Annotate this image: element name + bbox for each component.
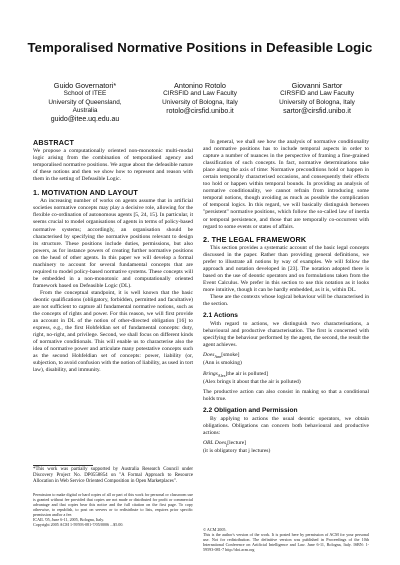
author-rotolo <box>145 82 255 116</box>
section-2-paragraph: This section provides a systematic account of the basic legal concepts discussed in the paper. Rather than providing general definitions, we prefer to illustrate all notions by way of examples. We will follow the approach and notation developed in [23]. The notation adopted there is based on the use of deontic operators and on formulations taken from the Event Calculus. We prefer in this section to use this notation as it looks more intuitive, though it can be hardly embedded, as it is, within DL. <box>203 244 369 293</box>
formula-operator: Brings <box>203 370 218 377</box>
right-paragraph: In general, we shall see how the analysis of normative conditionality and normative positions has to include temporal aspects in order to capture a number of nuances in the perspective of framing a fine-grained classification of such concepts. In fact, normative determinations take place along the axis of time: Normative preconditions hold or happen in certain temporally characterised occasions, and consequently their effects too hold or happen within temporal bounds. In providing an analysis of normative conditionality, we cannot refrain from introducing some temporal notions, though avoiding as much as possible the complication of temporal logics. In this regard, we will basically distinguish between "persistent" normative positions, which follow the so-called law of inertia or temporal persistence, and those that are temporally co-occurrent with regard to some events or states of affairs. <box>203 139 369 230</box>
version-notice <box>203 527 369 552</box>
formula-subscript: Alex <box>217 372 226 378</box>
author-affiliation: University of Bologna, Italy <box>279 98 355 106</box>
author-affiliation: University of Queensland, <box>48 98 122 106</box>
section-2-1-paragraph: With regard to actions, we distinguish two characterisations, a behavioural and productive characterisation. The first is concerned with specifying the behaviour performed by the agent, the second, the result the agent achieves. <box>203 321 369 349</box>
formula-operator: Does <box>203 352 215 359</box>
formula-gloss: (Alex brings it about that the air is polluted) <box>203 378 301 385</box>
author-block <box>0 82 400 122</box>
acm-copyright: © ACM 2005. <box>203 527 227 532</box>
paper-title: Temporalised Normative Positions in Defeasible Logic <box>27 40 373 55</box>
section-2-1-paragraph: The productive action can also consist in making so that a conditional holds true. <box>203 388 369 402</box>
formula-subscript: Ann <box>214 354 222 360</box>
formula-operator: OBL Does <box>203 440 227 446</box>
formula-gloss: (Ann is smoking) <box>203 360 242 367</box>
left-column <box>33 139 193 375</box>
version-note: This is the author's version of the work. It is posted here by permission of ACM for your personal use. Not for redistribution. The definitive version was published in Proceedings of the 10th International Conference on Artificial Intelligence and Law. June 6-11, Bologna, Italy. ISBN: 1-59593-081-7 http://doi.acm.org <box>203 532 369 552</box>
formula-argument: [lecture] <box>227 440 247 446</box>
author-email[interactable]: rotolo@cirsfid.unibo.it <box>166 107 234 115</box>
section-1-heading: 1. MOTIVATION AND LAYOUT <box>33 188 139 198</box>
author-affiliation: CIRSFID and Law Faculty <box>163 90 237 98</box>
author-affiliation: CIRSFID and Law Faculty <box>280 90 354 98</box>
formula-gloss: (it is obligatory that j lectures) <box>203 448 271 455</box>
formula-argument: [the air is polluted] <box>225 370 268 377</box>
author-email[interactable]: sartor@cirsfid.unibo.it <box>283 107 351 115</box>
author-governatori <box>30 82 140 124</box>
formula-obl <box>203 440 369 455</box>
section-2-paragraph: These are the contexts whose logical behaviour will be characterised in the section. <box>203 293 369 308</box>
author-email[interactable]: guido@itee.uq.edu.au <box>50 116 120 124</box>
abstract-heading: ABSTRACT <box>33 138 75 147</box>
section-1-paragraph: An increasing number of works on agents assume that in artificial societies normative concepts may play a decisive role, allowing for the flexible co-ordination of autonomous agents [5, 24, 15]. In particular, it seems crucial to model organisations of agents in terms of policy-based normative systems; accordingly, an organisation should be characterised by specifying the normative positions relevant to design its structure. These positions include duties, permissions, but also powers, as for instance powers of creating further normative positions on the head of other agents. In this paper we will develop a formal machinery to account for several fundamental concepts that are required to model policy-based normative systems. These concepts will be embedded in a non-monotonic and computationally oriented framework based on Defeasible Logic (DL). <box>33 198 193 289</box>
venue-text: ICAIL '05, June 6-11, 2005, Bologna, Italy. <box>33 517 105 522</box>
section-2-2-paragraph: By applying to actions the usual deontic operators, we obtain obligations. Obligations can concern both behavioural and productive actions: <box>203 415 369 436</box>
formula-argument: [smoke] <box>221 352 240 359</box>
author-name: Antonino Rotolo <box>174 81 226 90</box>
permission-notice <box>33 492 193 527</box>
footnote: *This work was partially supported by Australia Research Council under Discovery Project No. DP0558854 on "A Formal Approach to Resource Allocation in Web Service Oriented Composition in Open Marketplaces". <box>33 467 193 485</box>
permission-text: Permission to make digital or hard copies of all or part of this work for personal or classroom use is granted without fee provided that copies are not made or distributed for profit or commercial advantage and that copies bear this notice and the full citation on the first page. To copy otherwise, to republish, to post on servers or to redistribute to lists, requires prior specific permission and/or a fee. <box>33 492 193 517</box>
formula-brings <box>203 371 369 386</box>
author-affiliation: University of Bologna, Italy <box>162 98 238 106</box>
author-affiliation: School of ITEE <box>63 90 107 98</box>
section-2-2-heading: 2.2 Obligation and Permission <box>203 406 298 414</box>
formula-does <box>203 352 369 367</box>
author-sartor <box>262 82 372 116</box>
author-affiliation: Australia <box>72 106 98 114</box>
abstract-text: We propose a computationally oriented non-monotonic multi-modal logic arising from the combination of temporalised agency and temporalised normative positions. We argue about the defeasible nature of these notions and then we show how to represent and reason with them in the setting of Defeasible Logic. <box>33 148 193 183</box>
author-name: Giovanni Sartor <box>291 81 343 90</box>
footnote-rule <box>33 465 93 466</box>
section-1-paragraph: From the conceptual standpoint, it is well known that the basic deontic qualifications (obligatory, forbidden, permitted and facultative) are not sufficient to capture all fundamental normative notions, such as the concepts of rights and power. For this reason, we will first provide an account in DL of the notion of other-directed obligation [16] to express, e.g., the first Hohfeldian set of fundamental concepts: duty, right, no-right, and privilege. Second, we shall focus on different kinds of normative conditionals. This will enable us to characterise also the idea of normative power and articulate many potestative concepts such as the second Hohfeldian set of concepts: power, liability (or, subjection, to avoid confusion with the notion of liability, as used in tort law), disability, and immunity. <box>33 289 193 374</box>
formula-subscript: j <box>226 442 228 448</box>
section-2-heading: 2. THE LEGAL FRAMEWORK <box>203 234 307 244</box>
right-column <box>203 139 369 455</box>
author-name: Guido Governatori* <box>53 81 117 90</box>
copyright-text: Copyright 2005 ACM 1-59593-081-7/05/0006 ...$5.00. <box>33 522 124 527</box>
section-2-1-heading: 2.1 Actions <box>203 312 238 320</box>
